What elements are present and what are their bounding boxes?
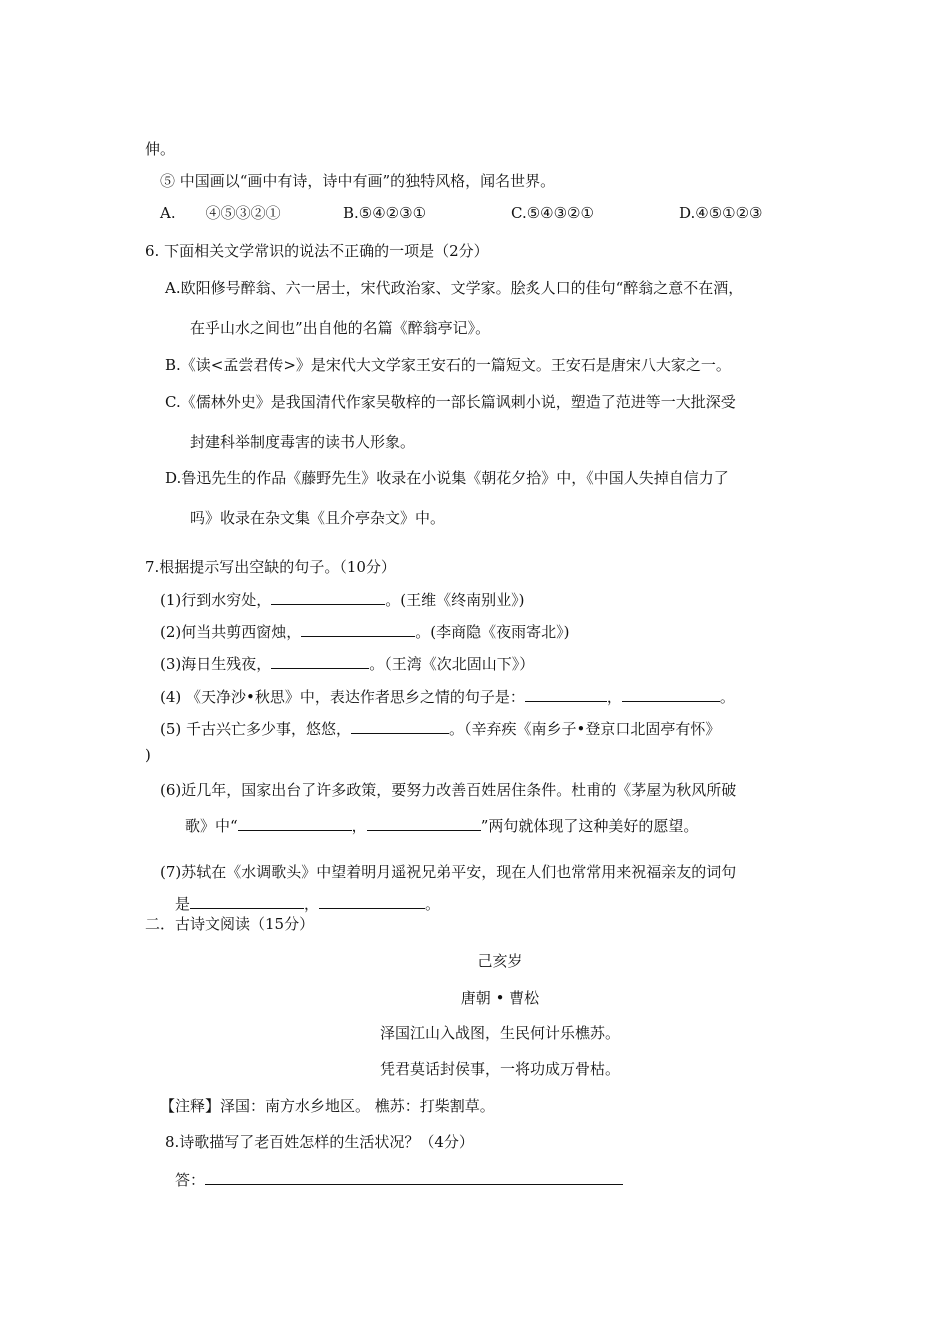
- q5-option-b: B.⑤④②③①: [343, 204, 427, 222]
- q7-item-7-blank-2[interactable]: [319, 892, 425, 909]
- q7-item-4-blank-2[interactable]: [622, 685, 720, 702]
- q7-item-6-comma: ，: [351, 817, 367, 835]
- q5-option-c: C.⑤④③②①: [511, 204, 594, 222]
- q7-item-5-lead: (5) 千古兴亡多少事，悠悠，: [160, 720, 352, 738]
- q7-item-2-blank[interactable]: [301, 620, 415, 637]
- q7-item-2-lead: (2)何当共剪西窗烛，: [160, 623, 302, 641]
- q5-item-5: ⑤ 中国画以“画中有诗，诗中有画”的独特风格，闻名世界。: [160, 172, 556, 190]
- q7-item-7-line1: (7)苏轼在《水调歌头》中望着明月遥祝兄弟平安，现在人们也常常用来祝福亲友的词句: [160, 863, 737, 881]
- q7-item-6-line2: [185, 814, 698, 836]
- q6-stem: 6. 下面相关文学常识的说法不正确的一项是（2分）: [145, 242, 489, 260]
- q6-option-a-line1: A.欧阳修号醉翁、六一居士，宋代政治家、文学家。脍炙人口的佳句“醉翁之意不在酒，: [165, 279, 744, 297]
- q8-stem: 8.诗歌描写了老百姓怎样的生活状况？（4分）: [165, 1133, 474, 1151]
- poem-line-2: 凭君莫话封侯事，一将功成万骨枯。: [379, 1060, 620, 1078]
- q7-item-6-blank-1[interactable]: [238, 814, 352, 831]
- q7-item-1: [160, 588, 524, 610]
- poem-line-1: 泽国江山入战图，生民何计乐樵苏。: [379, 1024, 620, 1042]
- q7-item-5-closing: ): [145, 746, 151, 764]
- q7-item-7-comma: ，: [304, 895, 320, 913]
- q7-item-1-lead: (1)行到水穷处，: [160, 591, 272, 609]
- q6-option-d-line2: 吗》收录在杂文集《且介亭杂文》中。: [190, 509, 446, 527]
- q5-option-d: D.④⑤①②③: [679, 204, 763, 222]
- q8-answer-blank[interactable]: [205, 1168, 623, 1185]
- q7-item-7-period: 。: [425, 895, 441, 913]
- q7-item-6-tail: ”两句就体现了这种美好的愿望。: [480, 817, 699, 835]
- q6-option-a-line2: 在乎山水之间也”出自他的名篇《醉翁亭记》。: [190, 319, 491, 337]
- q7-stem: 7.根据提示写出空缺的句子。（10分）: [145, 558, 396, 576]
- q7-item-6-lead: 歌》中“: [185, 817, 238, 835]
- q7-item-5: [160, 717, 720, 739]
- q7-item-3-source: 。（王湾《次北固山下》）: [369, 655, 535, 673]
- q6-option-c-line1: C.《儒林外史》是我国清代作家吴敬梓的一部长篇讽刺小说，塑造了范进等一大批深受: [165, 393, 736, 411]
- q5-tail-text: 伸。: [145, 140, 176, 158]
- q6-option-b: B.《读<孟尝君传>》是宋代大文学家王安石的一篇短文。王安石是唐宋八大家之一。: [165, 356, 731, 374]
- q7-item-2-source: 。(李商隐《夜雨寄北》): [415, 623, 570, 641]
- q7-item-3-blank[interactable]: [271, 652, 369, 669]
- q8-answer-label: 答：: [175, 1171, 206, 1189]
- q7-item-3: [160, 652, 534, 674]
- q6-option-d-line1: D.鲁迅先生的作品《藤野先生》收录在小说集《朝花夕拾》中，《中国人失掉自信力了: [165, 469, 729, 487]
- q7-item-6-line1: (6)近几年，国家出台了许多政策，要努力改善百姓居住条件。杜甫的《茅屋为秋风所破: [160, 781, 737, 799]
- q7-item-5-blank[interactable]: [351, 717, 449, 734]
- q7-item-4-lead: (4) 《天净沙•秋思》中，表达作者思乡之情的句子是：: [160, 688, 525, 706]
- q7-item-7-blank-1[interactable]: [190, 892, 304, 909]
- poem-note: 【注释】泽国：南方水乡地区。 樵苏：打柴割草。: [160, 1097, 495, 1115]
- q8-answer-line: [175, 1168, 623, 1190]
- q7-item-5-source: 。（辛弃疾《南乡子•登京口北固亭有怀》: [449, 720, 721, 738]
- q7-item-4-period: 。: [719, 688, 735, 706]
- poem-author: 唐朝 • 曹松: [460, 989, 540, 1007]
- q7-item-1-blank[interactable]: [271, 588, 385, 605]
- q7-item-2: [160, 620, 569, 642]
- q7-item-6-blank-2[interactable]: [367, 814, 481, 831]
- q6-option-c-line2: 封建科举制度毒害的读书人形象。: [190, 433, 416, 451]
- poem-title: 己亥岁: [477, 952, 523, 970]
- q7-item-3-lead: (3)海日生残夜，: [160, 655, 272, 673]
- q7-item-4: [160, 685, 735, 707]
- q7-item-7-line2: [175, 892, 440, 914]
- q5-option-a: A. ④⑤③②①: [160, 204, 281, 222]
- q7-item-7-lead: 是: [175, 895, 191, 913]
- q7-item-4-blank-1[interactable]: [525, 685, 607, 702]
- section-2-heading: 二．古诗文阅读（15分）: [145, 915, 315, 933]
- q7-item-1-source: 。(王维《终南别业》): [385, 591, 525, 609]
- q7-item-4-comma: ，: [606, 688, 622, 706]
